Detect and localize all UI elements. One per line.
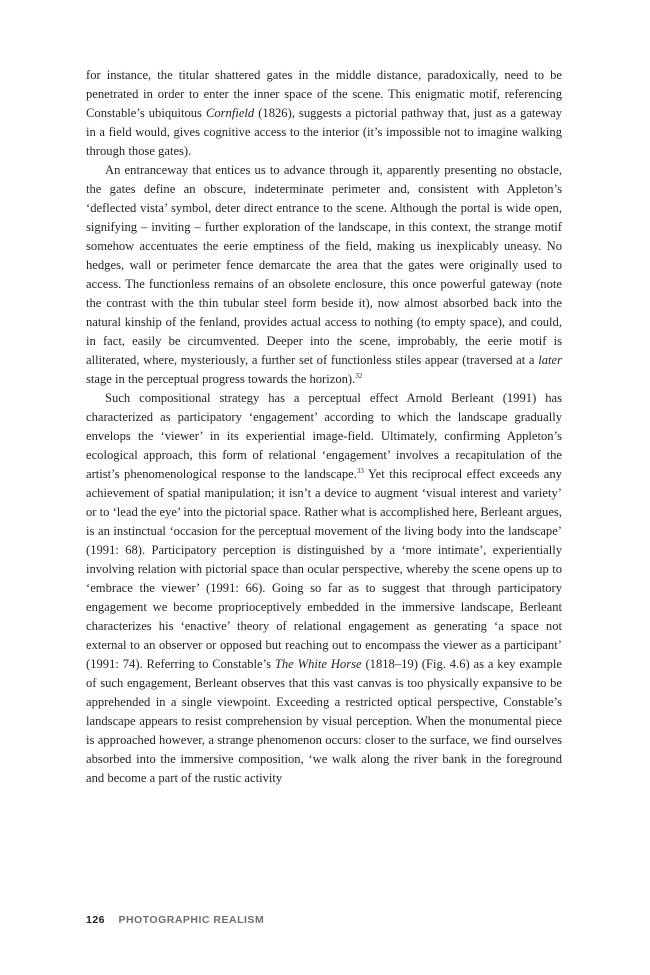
text-run: Yet this reciprocal effect exceeds any achievement of spatial manipulation; it isn’t a device to augment ‘visual interest and variety’ or to ‘lead the eye’ into the pictorial space. Rather what is accomplished here, Berleant argues, is an instinctual ‘occasion for the perceptual movement of the living body into the landscape’ (1991: 68). Participatory perception is distinguished by a ‘more intimate’, experientially involving relation with pictorial space than ocular perspective, whereby the scene opens up to ‘embrace the viewer’ (1991: 66). Going so far as to suggest that through participatory engagement we become proprioceptively embedded in the immersive landscape, Berleant characterizes his ‘enactive’ theory of relational engagement as generating ‘a space not external to an observer or opposed but reaching out to encompass the viewer as a participant’ (1991: 74). Referring to Constable’s — [86, 467, 562, 671]
text-run: (1818–19) (Fig. 4.6) as a key example of such engagement, Berleant observes that this vast canvas is too physically expansive to be apprehended in a single viewpoint. Exceeding a restricted optical perspective, Constable’s landscape appears to resist comprehension by visual perception. When the monumental piece is approached however, a strange phenomenon occurs: closer to the surface, we find ourselves absorbed into the immersive composition, ‘we walk along the river bank in the foreground and become a part of the rustic activity — [86, 657, 562, 785]
page-number: 126 — [86, 914, 106, 926]
text-run: (1826), suggests a pictorial pathway that, just as a gateway in a field would, gives cognitive access to the interior (it’s impossible not to imagine walking through those gates). — [86, 106, 563, 158]
footnote-ref: 32 — [355, 371, 363, 380]
running-title: PHOTOGRAPHIC REALISM — [118, 914, 265, 926]
italic-title: The White Horse — [274, 657, 362, 671]
text-run: stage in the perceptual progress towards the horizon). — [86, 372, 356, 386]
footnote-ref: 33 — [356, 466, 364, 475]
text-run: for instance, the titular shattered gates in the middle distance, paradoxically, need to be penetrated in order to enter the inner space of the scene. This enigmatic motif, referencing Constable’s ubiquitous — [86, 68, 562, 120]
body-text — [86, 66, 562, 788]
paragraph — [86, 66, 562, 161]
italic-title: later — [538, 353, 562, 367]
paragraph — [86, 161, 562, 389]
text-run: An entranceway that entices us to advance through it, apparently presenting no obstacle, the gates define an obscure, indeterminate perimeter and, consistent with Appleton’s ‘deflected vista’ symbol, deter direct entrance to the scene. Although the portal is wide open, signifying – inviting – further exploration of the landscape, in this context, the strange motif somehow accentuates the eerie emptiness of the field, making us inexplicably uneasy. No hedges, wall or perimeter fence demarcate the area that the gates were originally used to access. The functionless remains of an obsolete enclosure, this once powerful gateway (note the contrast with the thin tubular steel form beside it), now almost absorbed back into the natural kinship of the fenland, provides actual access to nothing (to empty space), and could, in fact, easily be circumvented. Deeper into the scene, improbably, the eerie motif is alliterated, where, mysteriously, a further set of functionless stiles appear (traversed at a — [86, 163, 562, 367]
text-run: Such compositional strategy has a perceptual effect Arnold Berleant (1991) has characterized as participatory ‘engagement’ according to which the landscape gradually envelops the ‘viewer’ in its experiential image-field. Ultimately, confirming Appleton’s ecological approach, this form of relational ‘engagement’ involves a recapitulation of the artist’s phenomenological response to the landscape. — [86, 391, 562, 481]
paragraph — [86, 389, 562, 788]
page-footer — [86, 914, 264, 926]
italic-title: Cornfield — [205, 106, 255, 120]
